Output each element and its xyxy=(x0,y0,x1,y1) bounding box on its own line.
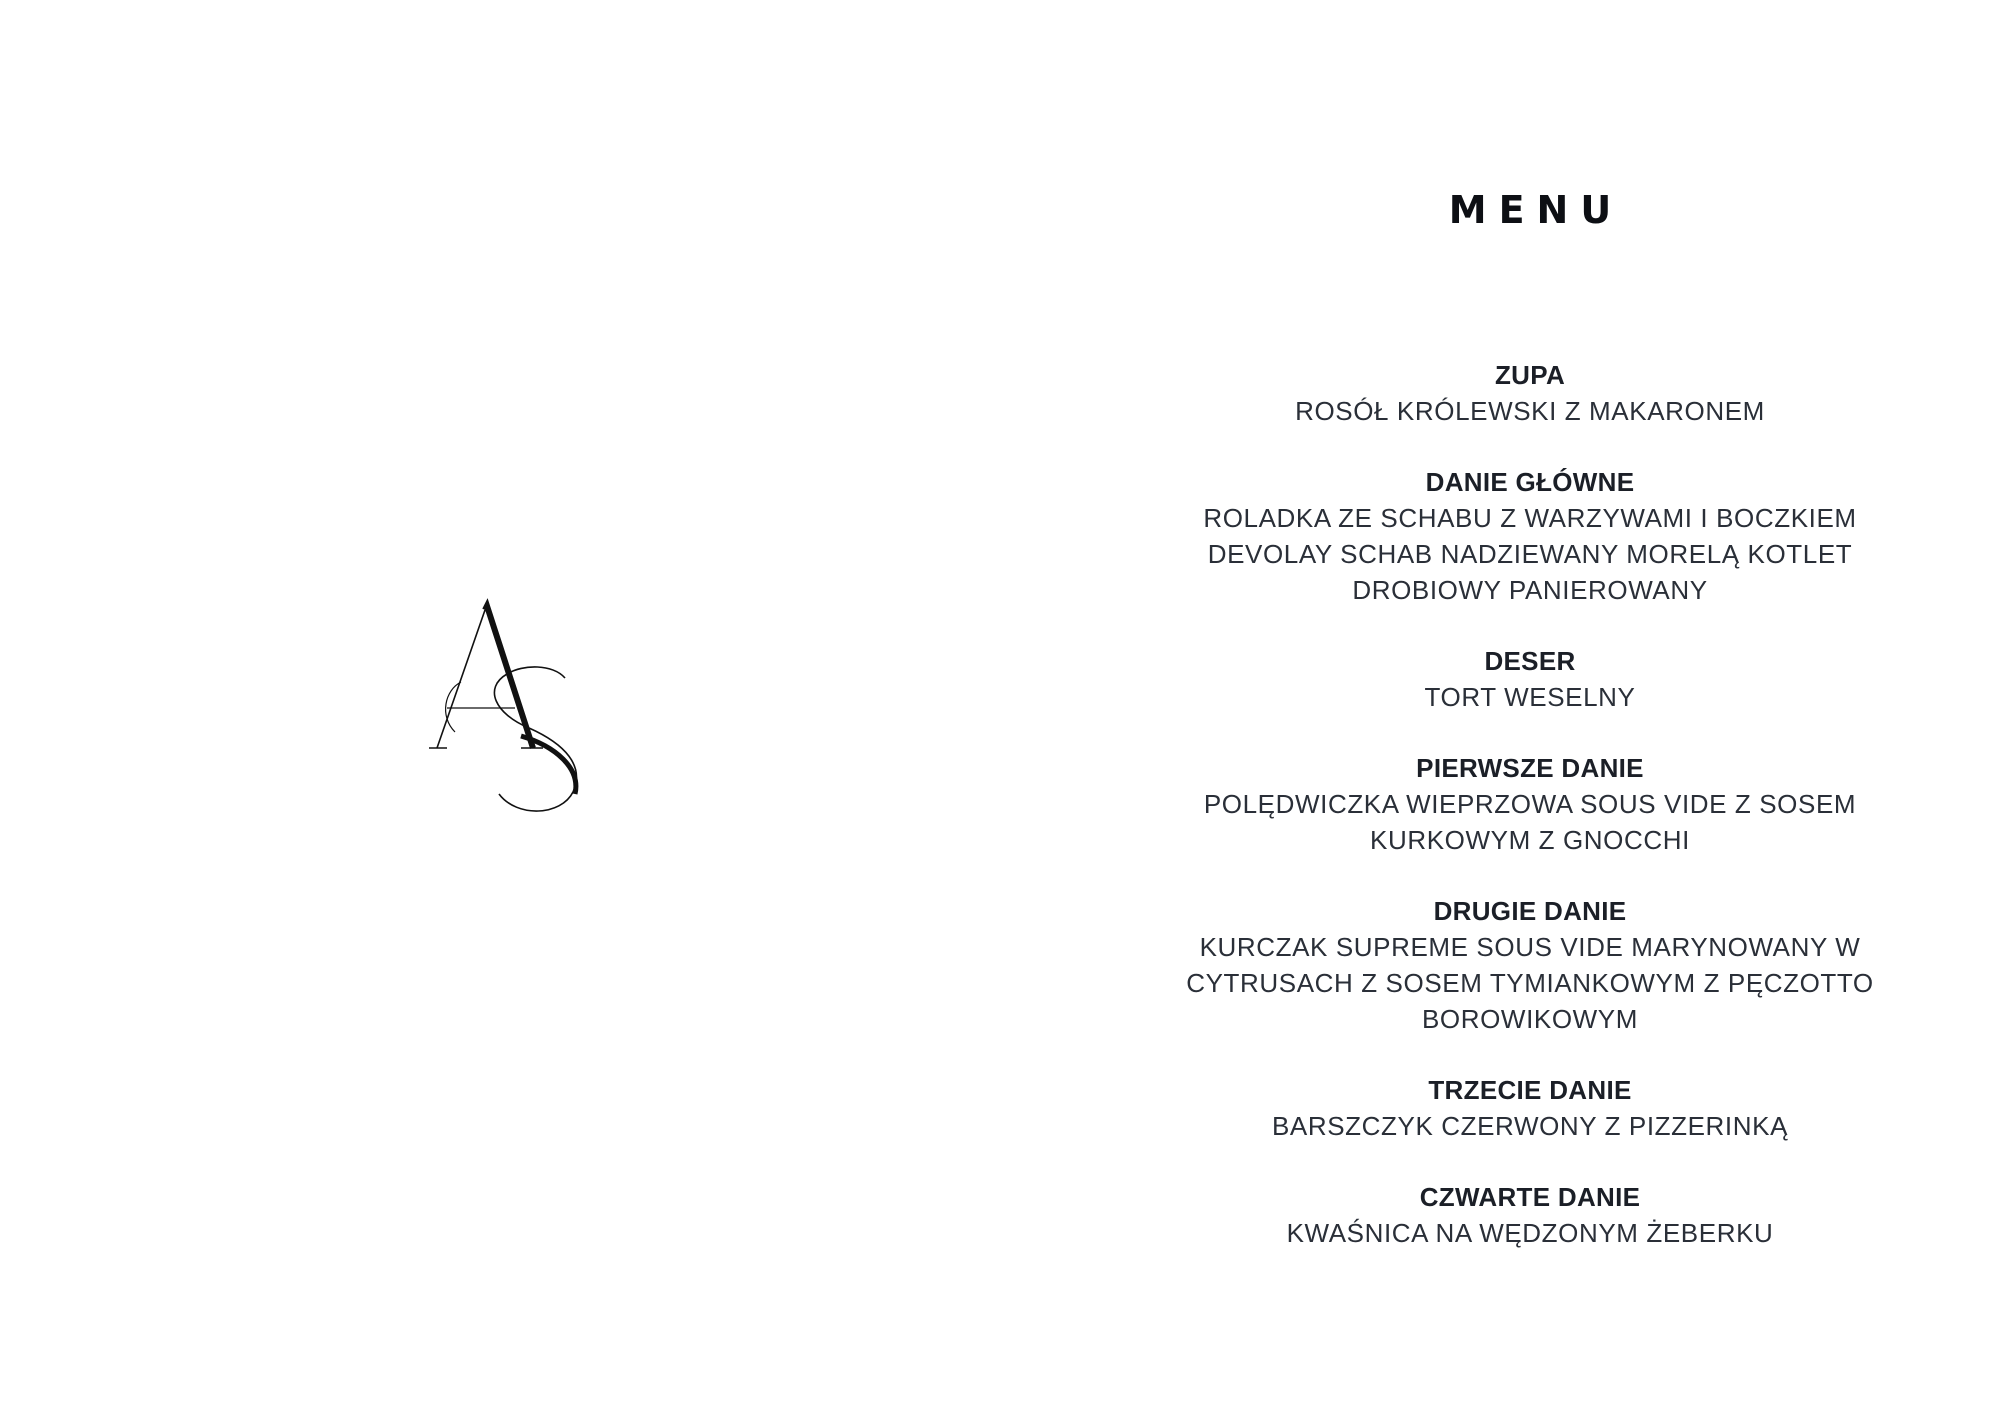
menu-title: MENU xyxy=(1448,188,1624,232)
menu-section-czwarte-danie xyxy=(1170,1179,1890,1251)
dish-line: DROBIOWY PANIEROWANY xyxy=(1352,575,1708,605)
menu-sections xyxy=(1170,357,1890,1286)
dish-line: BARSZCZYK CZERWONY Z PIZZERINKĄ xyxy=(1271,1111,1789,1141)
dish-line: KWAŚNICA NA WĘDZONYM ŻEBERKU xyxy=(1286,1218,1774,1248)
dish-line: BOROWIKOWYM xyxy=(1421,1004,1639,1034)
section-heading: DESER xyxy=(1484,646,1576,676)
dish-line: POLĘDWICZKA WIEPRZOWA SOUS VIDE Z SOSEM xyxy=(1203,789,1857,819)
dish-line: KURCZAK SUPREME SOUS VIDE MARYNOWANY W xyxy=(1199,932,1861,962)
section-heading: DANIE GŁÓWNE xyxy=(1425,467,1635,497)
section-heading: DRUGIE DANIE xyxy=(1433,896,1627,926)
menu-section-deser xyxy=(1170,643,1890,715)
menu-section-trzecie-danie xyxy=(1170,1072,1890,1144)
dish-line: DEVOLAY SCHAB NADZIEWANY MORELĄ KOTLET xyxy=(1207,539,1853,569)
dish-line: ROLADKA ZE SCHABU Z WARZYWAMI I BOCZKIEM xyxy=(1203,503,1857,533)
menu-section-pierwsze-danie xyxy=(1170,750,1890,858)
menu-section-drugie-danie xyxy=(1170,893,1890,1037)
dish-line: KURKOWYM Z GNOCCHI xyxy=(1370,825,1690,855)
section-heading: CZWARTE DANIE xyxy=(1419,1182,1641,1212)
menu-section-zupa xyxy=(1170,357,1890,429)
section-heading: TRZECIE DANIE xyxy=(1428,1075,1632,1105)
section-heading: PIERWSZE DANIE xyxy=(1416,753,1644,783)
dish-line: ROSÓŁ KRÓLEWSKI Z MAKARONEM xyxy=(1295,396,1765,426)
monogram-logo xyxy=(425,598,605,818)
section-heading: ZUPA xyxy=(1494,360,1566,390)
dish-line: CYTRUSACH Z SOSEM TYMIANKOWYM Z PĘCZOTTO xyxy=(1186,968,1874,998)
menu-section-danie-glowne xyxy=(1170,464,1890,608)
dish-line: TORT WESELNY xyxy=(1424,682,1636,712)
